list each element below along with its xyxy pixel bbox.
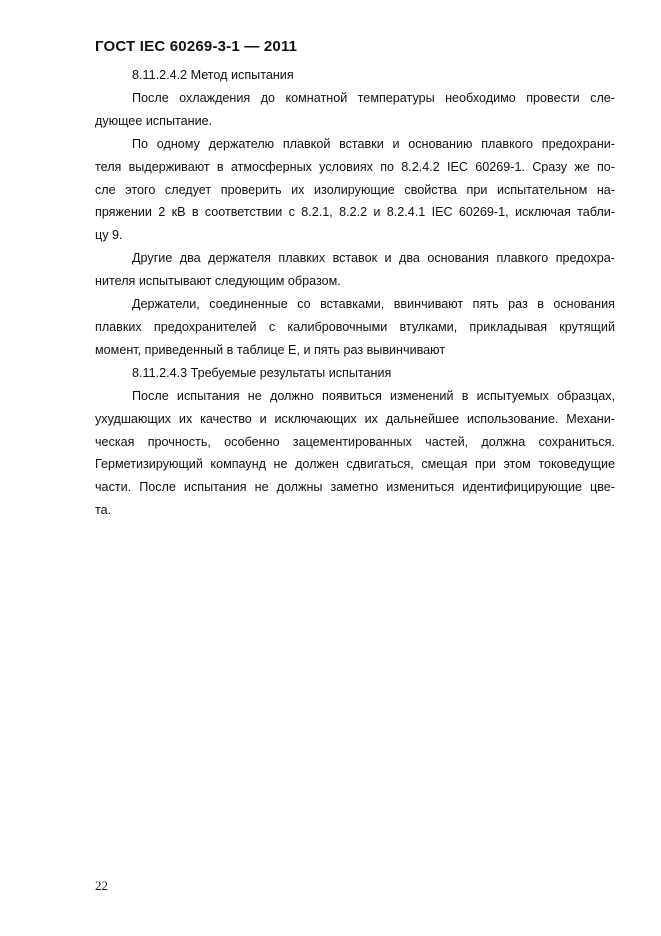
paragraph — [95, 293, 615, 362]
text-line: плавких предохранителей с калибровочными втулками, прикладывая крутящий — [95, 319, 615, 334]
text-line: та. — [95, 503, 112, 518]
section-heading: 8.11.2.4.3 Требуемые результаты испытания — [132, 365, 392, 380]
text-line: теля выдерживают в атмосферных условиях по 8.2.4.2 IEC 60269-1. Сразу же по- — [95, 159, 615, 174]
text-line: дующее испытание. — [95, 113, 213, 128]
paragraph — [95, 385, 615, 522]
page-number: 22 — [95, 878, 108, 893]
text-line: цу 9. — [95, 228, 123, 243]
text-line: сле этого следует проверить их изолирующие свойства при испытательном на- — [95, 182, 615, 197]
text-line: После охлаждения до комнатной температуры необходимо провести сле- — [132, 90, 615, 105]
text-line: части. После испытания не должны заметно измениться идентифицирующие цве- — [95, 480, 615, 495]
text-line: ческая прочность, особенно зацементированных частей, должна сохраниться. — [95, 434, 615, 449]
text-line: Герметизирующий компаунд не должен сдвигаться, смещая при этом токоведущие — [95, 457, 615, 472]
document-header: ГОСТ IEC 60269-3-1 — 2011 — [95, 38, 298, 55]
text-line: По одному держателю плавкой вставки и основанию плавкого предохрани- — [132, 136, 615, 151]
text-line: Другие два держателя плавких вставок и два основания плавкого предохра- — [132, 251, 615, 266]
text-line: ухудшающих их качество и исключающих их дальнейшее использование. Механи- — [95, 411, 615, 426]
paragraph — [95, 87, 615, 133]
text-line: Держатели, соединенные со вставками, ввинчивают пять раз в основания — [132, 297, 615, 312]
text-line: После испытания не должно появиться изменений в испытуемых образцах, — [132, 388, 615, 403]
section-heading: 8.11.2.4.2 Метод испытания — [132, 68, 294, 82]
document-body — [95, 64, 615, 522]
paragraph — [95, 133, 615, 248]
text-line: момент, приведенный в таблице Е, и пять раз вывинчивают — [95, 342, 446, 357]
text-line: нителя испытывают следующим образом. — [95, 274, 341, 289]
text-line: пряжении 2 кВ в соответствии с 8.2.1, 8.2.2 и 8.2.4.1 IEC 60269-1, исключая табли- — [95, 205, 615, 220]
paragraph — [95, 247, 615, 293]
